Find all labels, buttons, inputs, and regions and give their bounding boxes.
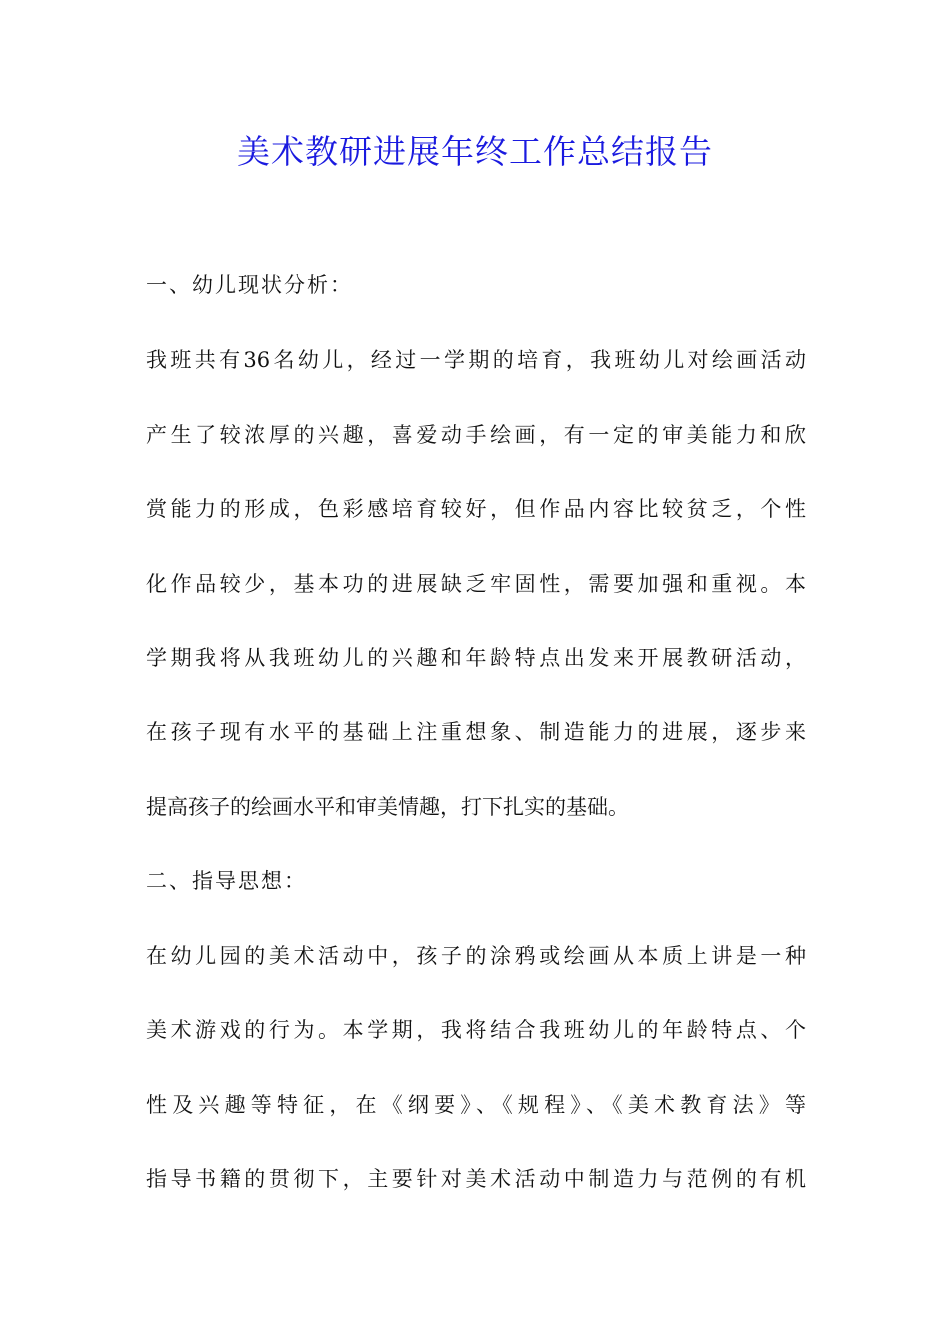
paragraph-line: 指导书籍的贯彻下，主要针对美术活动中制造力与范例的有机	[146, 1167, 806, 1191]
paragraph-line: 产生了较浓厚的兴趣，喜爱动手绘画，有一定的审美能力和欣	[146, 423, 806, 447]
paragraph-line: 我班共有36名幼儿，经过一学期的培育，我班幼儿对绘画活动	[146, 348, 806, 372]
paragraph-line: 提高孩子的绘画水平和审美情趣，打下扎实的基础。	[146, 795, 629, 819]
paragraph-line: 在孩子现有水平的基础上注重想象、制造能力的进展，逐步来	[146, 720, 806, 744]
paragraph-line: 性及兴趣等特征，在《纲要》、《规程》、《美术教育法》等	[146, 1093, 806, 1117]
paragraph-line: 学期我将从我班幼儿的兴趣和年龄特点出发来开展教研活动，	[146, 646, 806, 670]
paragraph-line: 赏能力的形成，色彩感培育较好，但作品内容比较贫乏，个性	[146, 497, 806, 521]
document-title: 美术教研进展年终工作总结报告	[237, 132, 713, 171]
paragraph-line: 美术游戏的行为。本学期，我将结合我班幼儿的年龄特点、个	[146, 1018, 806, 1042]
section-heading-1: 一、幼儿现状分析：	[146, 273, 353, 297]
paragraph-line: 在幼儿园的美术活动中，孩子的涂鸦或绘画从本质上讲是一种	[146, 944, 806, 968]
section-heading-2: 二、指导思想：	[146, 869, 307, 893]
paragraph-line: 化作品较少，基本功的进展缺乏牢固性，需要加强和重视。本	[146, 572, 806, 596]
